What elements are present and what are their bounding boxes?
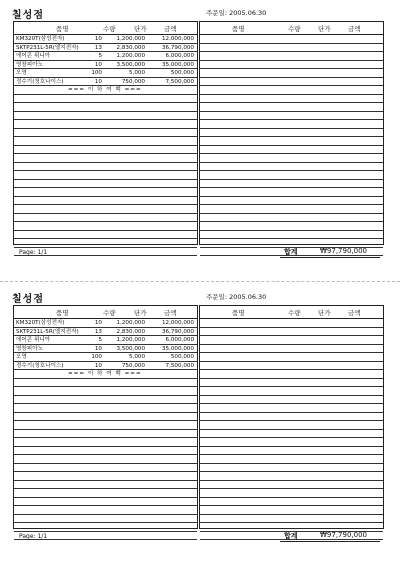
header-price: 단가 bbox=[318, 25, 331, 33]
table-row bbox=[200, 489, 383, 498]
item-qty: 10 bbox=[94, 61, 102, 68]
item-qty: 100 bbox=[91, 354, 102, 360]
table-row bbox=[14, 163, 197, 172]
table-row bbox=[200, 146, 383, 155]
table-row bbox=[14, 86, 197, 95]
item-qty: 10 bbox=[94, 345, 102, 352]
table-row bbox=[200, 396, 383, 405]
table-row bbox=[200, 69, 383, 78]
item-name: KM320T(삼성전자) bbox=[16, 36, 65, 42]
table-row bbox=[200, 171, 383, 180]
header-qty: 수량 bbox=[288, 309, 301, 317]
item-price: 750,000 bbox=[121, 362, 145, 369]
table-row bbox=[200, 506, 383, 515]
item-qty: 100 bbox=[91, 70, 102, 76]
table-row bbox=[14, 464, 197, 473]
table-row bbox=[200, 95, 383, 104]
left-item-table bbox=[13, 21, 198, 245]
table-row bbox=[200, 464, 383, 473]
table-row bbox=[14, 472, 197, 481]
table-row bbox=[14, 353, 197, 362]
table-row bbox=[14, 69, 197, 78]
left-item-table bbox=[13, 305, 198, 529]
table-row bbox=[14, 481, 197, 490]
header-price: 단가 bbox=[134, 25, 147, 33]
table-row bbox=[14, 515, 197, 524]
item-price: 1,200,000 bbox=[116, 337, 145, 343]
table-rows bbox=[14, 35, 197, 256]
header-name: 품명 bbox=[56, 25, 69, 33]
header-amount: 금액 bbox=[348, 25, 361, 33]
item-amount: 6,000,000 bbox=[165, 337, 194, 343]
table-row bbox=[200, 120, 383, 129]
item-amount: 7,500,000 bbox=[165, 362, 194, 369]
table-row bbox=[200, 231, 383, 240]
table-row bbox=[200, 205, 383, 214]
table-row bbox=[200, 197, 383, 206]
item-amount: 35,000,000 bbox=[161, 61, 194, 68]
order-date: 주문일: 2005.06.30 bbox=[206, 9, 267, 17]
item-amount: 7,500,000 bbox=[165, 78, 194, 85]
item-name: 오영 bbox=[16, 354, 27, 360]
table-row bbox=[14, 78, 197, 87]
item-name: SKTP231L-5R(엘지전자) bbox=[16, 44, 79, 51]
item-price: 750,000 bbox=[121, 78, 145, 85]
table-row bbox=[14, 137, 197, 146]
table-row bbox=[14, 430, 197, 439]
item-qty: 10 bbox=[94, 362, 102, 369]
header-name: 품명 bbox=[56, 309, 69, 317]
table-row bbox=[200, 481, 383, 490]
header-amount: 금액 bbox=[164, 25, 177, 33]
table-row bbox=[200, 35, 383, 44]
total-label: 합계 bbox=[284, 532, 298, 540]
table-row bbox=[14, 328, 197, 337]
table-row bbox=[14, 35, 197, 44]
item-price: 2,830,000 bbox=[116, 328, 145, 335]
table-row bbox=[14, 171, 197, 180]
table-row bbox=[14, 197, 197, 206]
item-qty: 10 bbox=[94, 36, 102, 42]
table-row bbox=[200, 86, 383, 95]
header-qty: 수량 bbox=[288, 25, 301, 33]
table-row bbox=[14, 95, 197, 104]
item-amount: 36,790,000 bbox=[161, 44, 194, 51]
table-row bbox=[200, 180, 383, 189]
table-row bbox=[200, 129, 383, 138]
table-row bbox=[14, 52, 197, 61]
item-qty: 5 bbox=[98, 337, 102, 343]
end-of-list-mark: === 이 하 여 백 === bbox=[68, 87, 142, 93]
store-name: 칠성점 bbox=[12, 10, 44, 21]
item-amount: 36,790,000 bbox=[161, 328, 194, 335]
right-item-table bbox=[199, 21, 384, 245]
table-row bbox=[14, 231, 197, 240]
table-row bbox=[14, 421, 197, 430]
table-header bbox=[200, 22, 383, 35]
item-price: 5,000 bbox=[128, 354, 145, 360]
end-of-list-mark: === 이 하 여 백 === bbox=[68, 371, 142, 377]
table-row bbox=[200, 188, 383, 197]
table-row bbox=[14, 205, 197, 214]
table-row bbox=[14, 506, 197, 515]
item-price: 1,200,000 bbox=[116, 53, 145, 59]
table-row bbox=[14, 239, 197, 248]
table-rows bbox=[200, 35, 383, 256]
table-row bbox=[200, 362, 383, 371]
table-row bbox=[14, 336, 197, 345]
table-header bbox=[14, 22, 197, 35]
item-amount: 35,000,000 bbox=[161, 345, 194, 352]
table-row bbox=[14, 129, 197, 138]
item-name: 에어콘 위니아 bbox=[16, 53, 51, 59]
table-row bbox=[14, 455, 197, 464]
table-row bbox=[200, 154, 383, 163]
order-sheet-1 bbox=[0, 0, 400, 280]
item-qty: 10 bbox=[94, 320, 102, 326]
table-row bbox=[200, 103, 383, 112]
table-row bbox=[200, 222, 383, 231]
item-qty: 13 bbox=[94, 328, 102, 335]
item-price: 5,000 bbox=[128, 70, 145, 76]
header-amount: 금액 bbox=[164, 309, 177, 317]
total-underline bbox=[280, 541, 380, 542]
table-row bbox=[200, 163, 383, 172]
table-row bbox=[200, 438, 383, 447]
table-row bbox=[200, 336, 383, 345]
table-rows bbox=[200, 319, 383, 540]
table-row bbox=[14, 413, 197, 422]
table-row bbox=[14, 387, 197, 396]
item-qty: 10 bbox=[94, 78, 102, 85]
table-row bbox=[200, 421, 383, 430]
table-row bbox=[200, 498, 383, 507]
table-row bbox=[200, 319, 383, 328]
table-row bbox=[14, 319, 197, 328]
item-name: SKTP231L-5R(엘지전자) bbox=[16, 328, 79, 335]
total-amount: ₩97,790,000 bbox=[320, 247, 368, 255]
item-name: KM320T(삼성전자) bbox=[16, 320, 65, 326]
right-item-table bbox=[199, 305, 384, 529]
table-row bbox=[200, 345, 383, 354]
table-row bbox=[14, 61, 197, 70]
header-amount: 금액 bbox=[348, 309, 361, 317]
table-row bbox=[14, 345, 197, 354]
item-price: 2,830,000 bbox=[116, 44, 145, 51]
item-qty: 5 bbox=[98, 53, 102, 59]
item-name: 영창피아노 bbox=[16, 345, 44, 352]
table-row bbox=[14, 489, 197, 498]
order-sheet-2 bbox=[0, 284, 400, 564]
table-row bbox=[200, 472, 383, 481]
item-amount: 500,000 bbox=[170, 354, 194, 360]
header-qty: 수량 bbox=[103, 309, 116, 317]
table-row bbox=[200, 404, 383, 413]
table-row bbox=[200, 379, 383, 388]
item-amount: 500,000 bbox=[170, 70, 194, 76]
header-qty: 수량 bbox=[103, 25, 116, 33]
item-price: 3,500,000 bbox=[116, 61, 145, 68]
table-row bbox=[14, 44, 197, 53]
table-row bbox=[200, 413, 383, 422]
total-underline bbox=[280, 257, 380, 258]
item-price: 1,200,000 bbox=[116, 36, 145, 42]
header-price: 단가 bbox=[134, 309, 147, 317]
item-amount: 12,000,000 bbox=[161, 36, 194, 42]
table-row bbox=[200, 370, 383, 379]
header-price: 단가 bbox=[318, 309, 331, 317]
table-row bbox=[200, 78, 383, 87]
table-row bbox=[200, 387, 383, 396]
page-number: Page: 1/1 bbox=[19, 533, 48, 540]
table-row bbox=[14, 188, 197, 197]
table-row bbox=[14, 103, 197, 112]
table-row bbox=[14, 362, 197, 371]
table-row bbox=[200, 455, 383, 464]
total-label: 합계 bbox=[284, 248, 298, 256]
item-amount: 12,000,000 bbox=[161, 320, 194, 326]
table-row bbox=[200, 353, 383, 362]
table-row bbox=[14, 379, 197, 388]
total-amount: ₩97,790,000 bbox=[320, 531, 368, 539]
item-amount: 6,000,000 bbox=[165, 53, 194, 59]
table-row bbox=[14, 396, 197, 405]
header-name: 품명 bbox=[232, 25, 245, 33]
item-name: 영창피아노 bbox=[16, 61, 44, 68]
sheet-divider bbox=[0, 281, 400, 282]
page-number: Page: 1/1 bbox=[19, 249, 48, 256]
table-row bbox=[14, 120, 197, 129]
table-row bbox=[14, 180, 197, 189]
table-row bbox=[14, 498, 197, 507]
item-price: 1,200,000 bbox=[116, 320, 145, 326]
table-row bbox=[200, 112, 383, 121]
table-row bbox=[200, 515, 383, 524]
item-qty: 13 bbox=[94, 44, 102, 51]
table-row bbox=[14, 404, 197, 413]
table-row bbox=[14, 438, 197, 447]
table-row bbox=[14, 112, 197, 121]
table-header bbox=[14, 306, 197, 319]
table-row bbox=[14, 370, 197, 379]
item-price: 3,500,000 bbox=[116, 345, 145, 352]
item-name: 정수기(청호나이스) bbox=[16, 78, 64, 85]
table-row bbox=[200, 137, 383, 146]
table-row bbox=[14, 154, 197, 163]
table-rows bbox=[14, 319, 197, 540]
table-row bbox=[200, 214, 383, 223]
table-row bbox=[14, 523, 197, 532]
table-row bbox=[14, 447, 197, 456]
table-row bbox=[14, 222, 197, 231]
item-name: 정수기(청호나이스) bbox=[16, 362, 64, 369]
item-name: 에어콘 위니아 bbox=[16, 337, 51, 343]
table-header bbox=[200, 306, 383, 319]
table-row bbox=[200, 44, 383, 53]
table-row bbox=[200, 430, 383, 439]
store-name: 칠성점 bbox=[12, 294, 44, 305]
table-row bbox=[14, 214, 197, 223]
order-date: 주문일: 2005.06.30 bbox=[206, 293, 267, 301]
table-row bbox=[200, 52, 383, 61]
table-row bbox=[14, 146, 197, 155]
table-row bbox=[200, 447, 383, 456]
table-row bbox=[200, 328, 383, 337]
header-name: 품명 bbox=[232, 309, 245, 317]
item-name: 오영 bbox=[16, 70, 27, 76]
table-row bbox=[200, 61, 383, 70]
